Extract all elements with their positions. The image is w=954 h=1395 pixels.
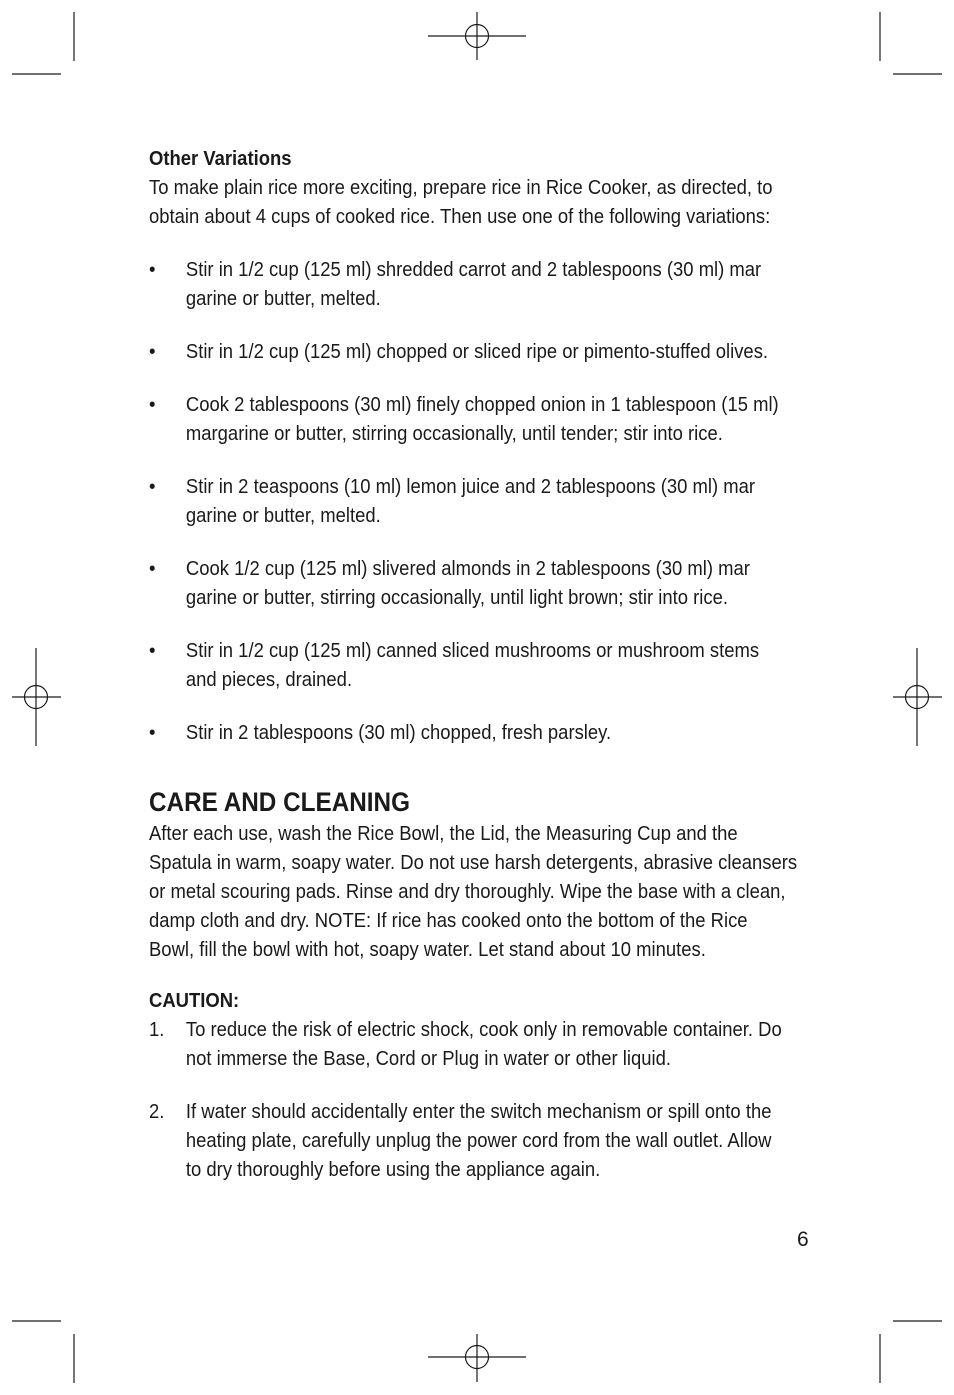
list-item <box>149 554 820 612</box>
list-item <box>149 337 820 366</box>
variation-text-line-1: Stir in 1/2 cup (125 ml) shredded carrot and 2 tablespoons (30 ml) mar <box>185 258 762 281</box>
variation-text-line-2: garine or butter, stirring occasionally, until light brown; stir into rice. <box>185 586 729 609</box>
bullet-icon: • <box>149 557 156 580</box>
other-variations-heading: Other Variations <box>149 147 292 170</box>
item-number: 1. <box>149 1018 165 1041</box>
list-item <box>149 390 820 448</box>
caution-text-line: If water should accidentally enter the switch mechanism or spill onto the <box>185 1100 772 1123</box>
caution-list <box>149 1015 820 1184</box>
registration-mark-left <box>12 648 61 746</box>
caution-section <box>149 986 820 1184</box>
caution-text-line: to dry thoroughly before using the appliance again. <box>185 1158 601 1181</box>
list-item <box>149 472 820 530</box>
caution-text-line: heating plate, carefully unplug the power cord from the wall outlet. Allow <box>185 1129 772 1152</box>
variation-text-line-1: Stir in 1/2 cup (125 ml) chopped or sliced ripe or pimento-stuffed olives. <box>185 340 769 363</box>
other-variations-intro <box>149 173 820 231</box>
caution-heading: CAUTION: <box>149 989 240 1012</box>
care-and-cleaning-body <box>149 819 820 964</box>
bullet-icon: • <box>149 258 156 281</box>
variation-text-line-1: Stir in 2 tablespoons (30 ml) chopped, fresh parsley. <box>185 721 612 744</box>
intro-line-2: obtain about 4 cups of cooked rice. Then use one of the following variations: <box>149 205 771 228</box>
care-line: Bowl, fill the bowl with hot, soapy water. Let stand about 10 minutes. <box>149 938 706 961</box>
other-variations-section <box>149 144 820 747</box>
list-item <box>149 718 820 747</box>
list-item <box>149 1015 820 1073</box>
variation-text-line-2: garine or butter, melted. <box>185 287 381 310</box>
bullet-icon: • <box>149 721 156 744</box>
list-item <box>149 255 820 313</box>
care-and-cleaning-section <box>149 785 820 964</box>
bullet-icon: • <box>149 475 156 498</box>
care-line: damp cloth and dry. NOTE: If rice has cooked onto the bottom of the Rice <box>149 909 748 932</box>
variation-text-line-1: Stir in 2 teaspoons (10 ml) lemon juice and 2 tablespoons (30 ml) mar <box>185 475 756 498</box>
registration-mark-bottom <box>428 1334 526 1382</box>
care-line: After each use, wash the Rice Bowl, the Lid, the Measuring Cup and the <box>149 822 738 845</box>
intro-line-1: To make plain rice more exciting, prepare rice in Rice Cooker, as directed, to <box>149 176 773 199</box>
item-number: 2. <box>149 1100 165 1123</box>
care-and-cleaning-title: CARE AND CLEANING <box>149 787 410 817</box>
registration-mark-right <box>893 648 942 746</box>
caution-text-line: To reduce the risk of electric shock, cook only in removable container. Do <box>185 1018 782 1041</box>
variation-text-line-1: Cook 1/2 cup (125 ml) slivered almonds in 2 tablespoons (30 ml) mar <box>185 557 750 580</box>
page-number: 6 <box>797 1228 809 1251</box>
list-item <box>149 636 820 694</box>
registration-mark-top <box>428 12 526 60</box>
bullet-icon: • <box>149 393 156 416</box>
list-item <box>149 1097 820 1184</box>
bullet-icon: • <box>149 639 156 662</box>
variations-list <box>149 255 820 747</box>
caution-text-line: not immerse the Base, Cord or Plug in water or other liquid. <box>185 1047 671 1070</box>
variation-text-line-2: margarine or butter, stirring occasionally, until tender; stir into rice. <box>185 422 723 445</box>
care-line: Spatula in warm, soapy water. Do not use harsh detergents, abrasive cleansers <box>149 851 798 874</box>
care-line: or metal scouring pads. Rinse and dry thoroughly. Wipe the base with a clean, <box>149 880 786 903</box>
variation-text-line-2: and pieces, drained. <box>185 668 353 691</box>
page-content <box>149 144 798 1208</box>
variation-text-line-1: Cook 2 tablespoons (30 ml) finely chopped onion in 1 tablespoon (15 ml) <box>185 393 779 416</box>
bullet-icon: • <box>149 340 156 363</box>
variation-text-line-2: garine or butter, melted. <box>185 504 381 527</box>
variation-text-line-1: Stir in 1/2 cup (125 ml) canned sliced mushrooms or mushroom stems <box>185 639 760 662</box>
